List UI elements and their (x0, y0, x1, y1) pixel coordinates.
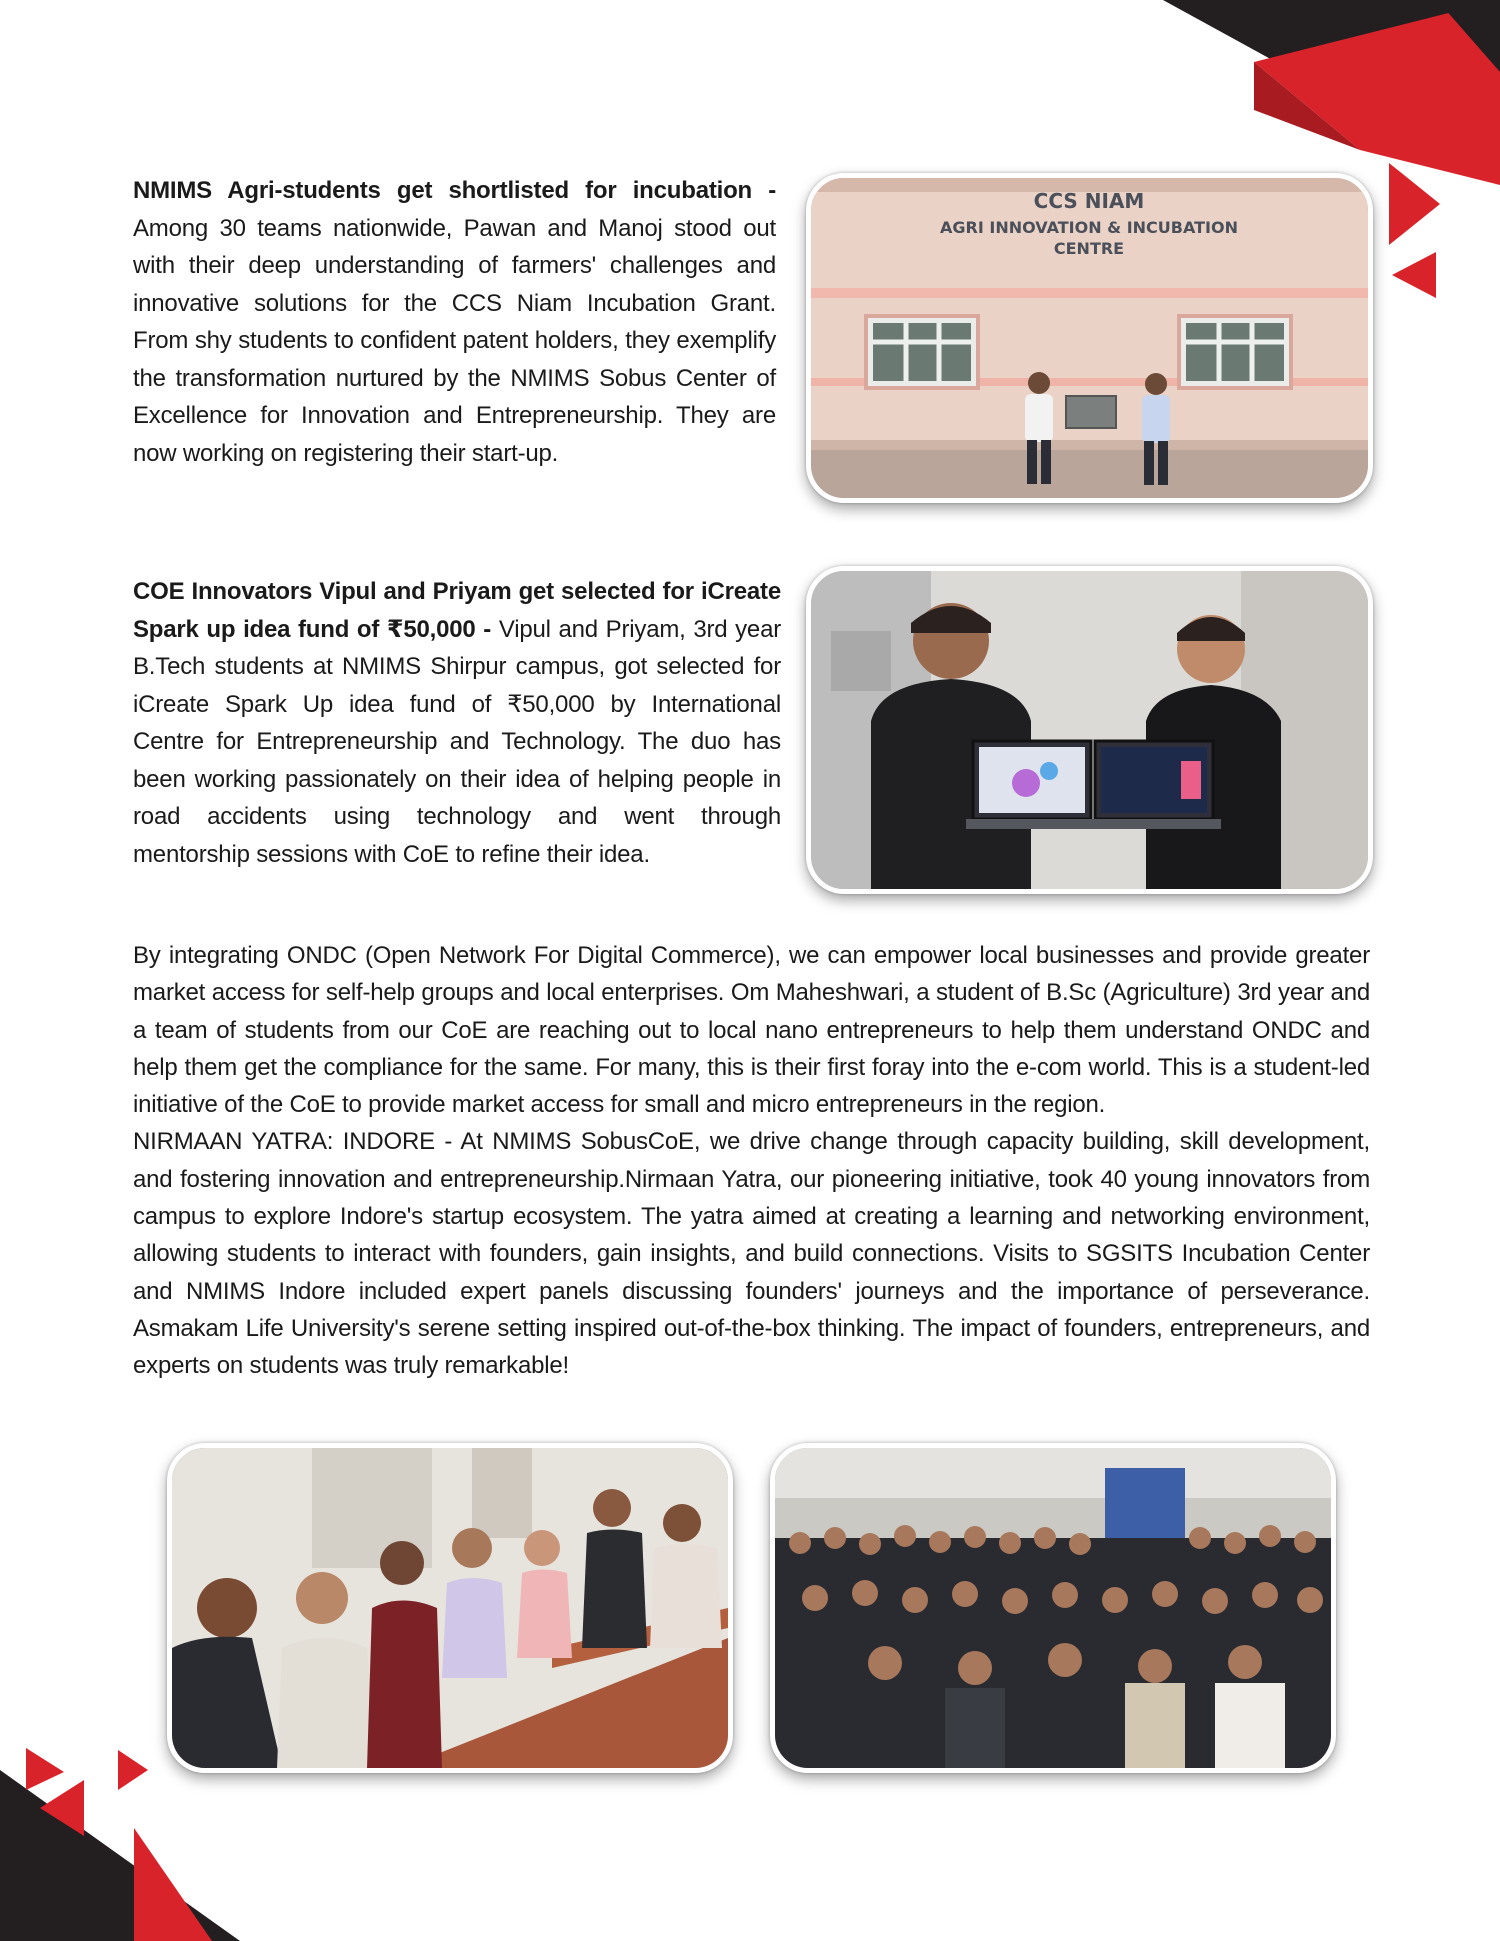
ondc-paragraph: By integrating ONDC (Open Network For Digital Commerce), we can empower local businesses and provide greater market access for self-help groups and local enterprises. Om Maheshwari, a student of B.Sc (Agriculture) 3rd year and a team of students from our CoE are reaching out to local nano entrepreneurs to help them understand ONDC and help them get the compliance for the same. For many, this is their first foray into the e-com world. This is a student-led initiative of the CoE to provide market access for small and micro entrepreneurs in the region. (133, 942, 1370, 1119)
sign-line-1: CCS NIAM (1033, 189, 1145, 213)
left-red-arrow-small (26, 1748, 64, 1790)
article-agri-incubation (133, 172, 776, 472)
banner (1105, 1468, 1185, 1548)
photo-vipul-priyam (806, 566, 1373, 894)
window-left (866, 316, 978, 388)
article-body: Among 30 teams nationwide, Pawan and Manoj stood out with their deep understanding of farmers' challenges and innovative solutions for the CCS Niam Incubation Grant. From shy students to confident patent holders, they exemplify the transformation nurtured by the NMIMS Sobus Center of Excellence for Innovation and Entrepreneurship. They are now working on registering their start-up. (133, 214, 776, 467)
article-body: Vipul and Priyam, 3rd year B.Tech students at NMIMS Shirpur campus, got selected for iCreate Spark Up idea fund of ₹50,000 by International Centre for Entrepreneurship and Technology. The duo has been working passionately on their idea of helping people in road accidents using technology and went through mentorship sessions with CoE to refine their idea. (133, 615, 782, 868)
bottom-left-dark-shape (0, 1770, 240, 1941)
bottom-left-red-triangle (134, 1828, 212, 1941)
sign-line-2: AGRI INNOVATION & INCUBATION (940, 218, 1238, 237)
window-right (1179, 316, 1291, 388)
article-headline: COE Innovators Vipul and Priyam get selected for iCreate Spark up idea fund of ₹50,000 - (133, 578, 781, 643)
top-right-red-band (1254, 0, 1500, 185)
top-right-dark-shape (1163, 0, 1500, 185)
right-red-triangle-small (1392, 252, 1436, 298)
photo-panel-discussion (167, 1443, 733, 1773)
crowd (775, 1525, 1331, 1768)
laptops (966, 741, 1221, 829)
right-red-triangle-large (1389, 163, 1440, 245)
left-red-arrow-right (118, 1750, 148, 1790)
top-right-red-fold (1254, 62, 1360, 150)
article-headline: NMIMS Agri-students get shortlisted for incubation - (133, 177, 776, 204)
top-right-dark-tip (1437, 0, 1500, 72)
photo-ccs-niam-centre (806, 173, 1373, 503)
photo-group-nirmaan-yatra (770, 1443, 1336, 1773)
left-red-arrow-left (40, 1780, 84, 1836)
nirmaan-yatra-paragraph: NIRMAAN YATRA: INDORE - At NMIMS SobusCoE, we drive change through capacity building, skill development, and fostering innovation and entrepreneurship.Nirmaan Yatra, our pioneering initiative, took 40 young innovators from campus to explore Indore's startup ecosystem. The yatra aimed at creating a learning and networking environment, allowing students to interact with founders, gain insights, and build connections. Visits to SGSITS Incubation Center and NMIMS Indore included expert panels discussing founders' journeys and the importance of perseverance. Asmakam Life University's serene setting inspired out-of-the-box thinking. The impact of founders, entrepreneurs, and experts on students was truly remarkable! (133, 1128, 1370, 1380)
sign-line-3: CENTRE (1053, 239, 1125, 258)
article-icreate-fund (133, 573, 781, 873)
full-width-paragraphs (133, 937, 1370, 1385)
